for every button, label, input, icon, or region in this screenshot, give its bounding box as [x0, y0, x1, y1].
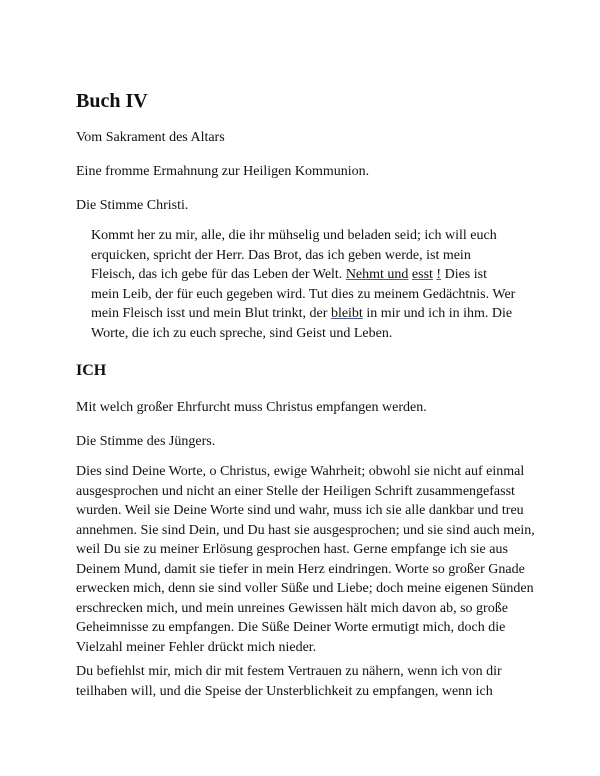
- body-paragraph: Du befiehlst mir, mich dir mit festem Vertrauen zu nähern, wenn ich von dir teilhaben will, und die Speise der Unsterblichkeit zu empfangen, wenn ich: [76, 664, 502, 699]
- voice-of-disciple: Die Stimme des Jüngers.: [76, 434, 216, 449]
- link-esst[interactable]: esst: [411, 267, 433, 282]
- quote-text: Kommt her zu mir, alle, die ihr mühselig und beladen seid; ich will euch erquicken, spricht der Herr. Das Brot, das ich geben werde, ist mein Fleisch, das ich gebe für das Leben der Welt.: [91, 228, 497, 282]
- link-exclamation[interactable]: !: [436, 267, 442, 282]
- quote-text: Dies ist mein Leib, der für euch gegeben wird. Tut dies zu meinem Gedächtnis. Wer mein Fleisch isst und mein Blut trinkt, der: [91, 267, 516, 321]
- scripture-quote: [91, 226, 516, 343]
- quote-text: in mir und ich in ihm. Die Worte, die ich zu euch spreche, sind Geist und Leben.: [91, 306, 513, 341]
- book-subtitle: Vom Sakrament des Altars: [76, 130, 225, 145]
- section-heading: ICH: [76, 362, 107, 379]
- page-title: Buch IV: [76, 90, 148, 112]
- voice-of-christ: Die Stimme Christi.: [76, 198, 189, 213]
- link-nehmt-und[interactable]: Nehmt und: [345, 267, 409, 282]
- body-paragraph: Dies sind Deine Worte, o Christus, ewige Wahrheit; obwohl sie nicht auf einmal ausgesprochen und nicht an einer Stelle der Heiligen Schrift zusammengefasst wurden. Weil sie Deine Worte sind und wahr, muss ich sie alle dankbar und treu annehmen. Sie sind Dein, und Du hast sie ausgesprochen; und sie sind auch mein, weil Du sie zu meiner Erlösung gesprochen hast. Gerne empfange ich sie aus Deinem Mund, damit sie tiefer in mein Herz eindringen. Worte so großer Gnade erwecken mich, denn sie sind voller Süße und Liebe; doch meine eigenen Sünden erschrecken mich, und mein unreines Gewissen hält mich davon ab, so große Geheimnisse zu empfangen. Die Süße Deiner Worte ermutigt mich, doch die Vielzahl meiner Fehler drückt mich nieder.: [76, 464, 535, 655]
- intro-line: Eine fromme Ermahnung zur Heiligen Kommunion.: [76, 164, 370, 179]
- link-bleibt[interactable]: bleibt: [330, 306, 363, 321]
- section-intro: Mit welch großer Ehrfurcht muss Christus empfangen werden.: [76, 400, 427, 415]
